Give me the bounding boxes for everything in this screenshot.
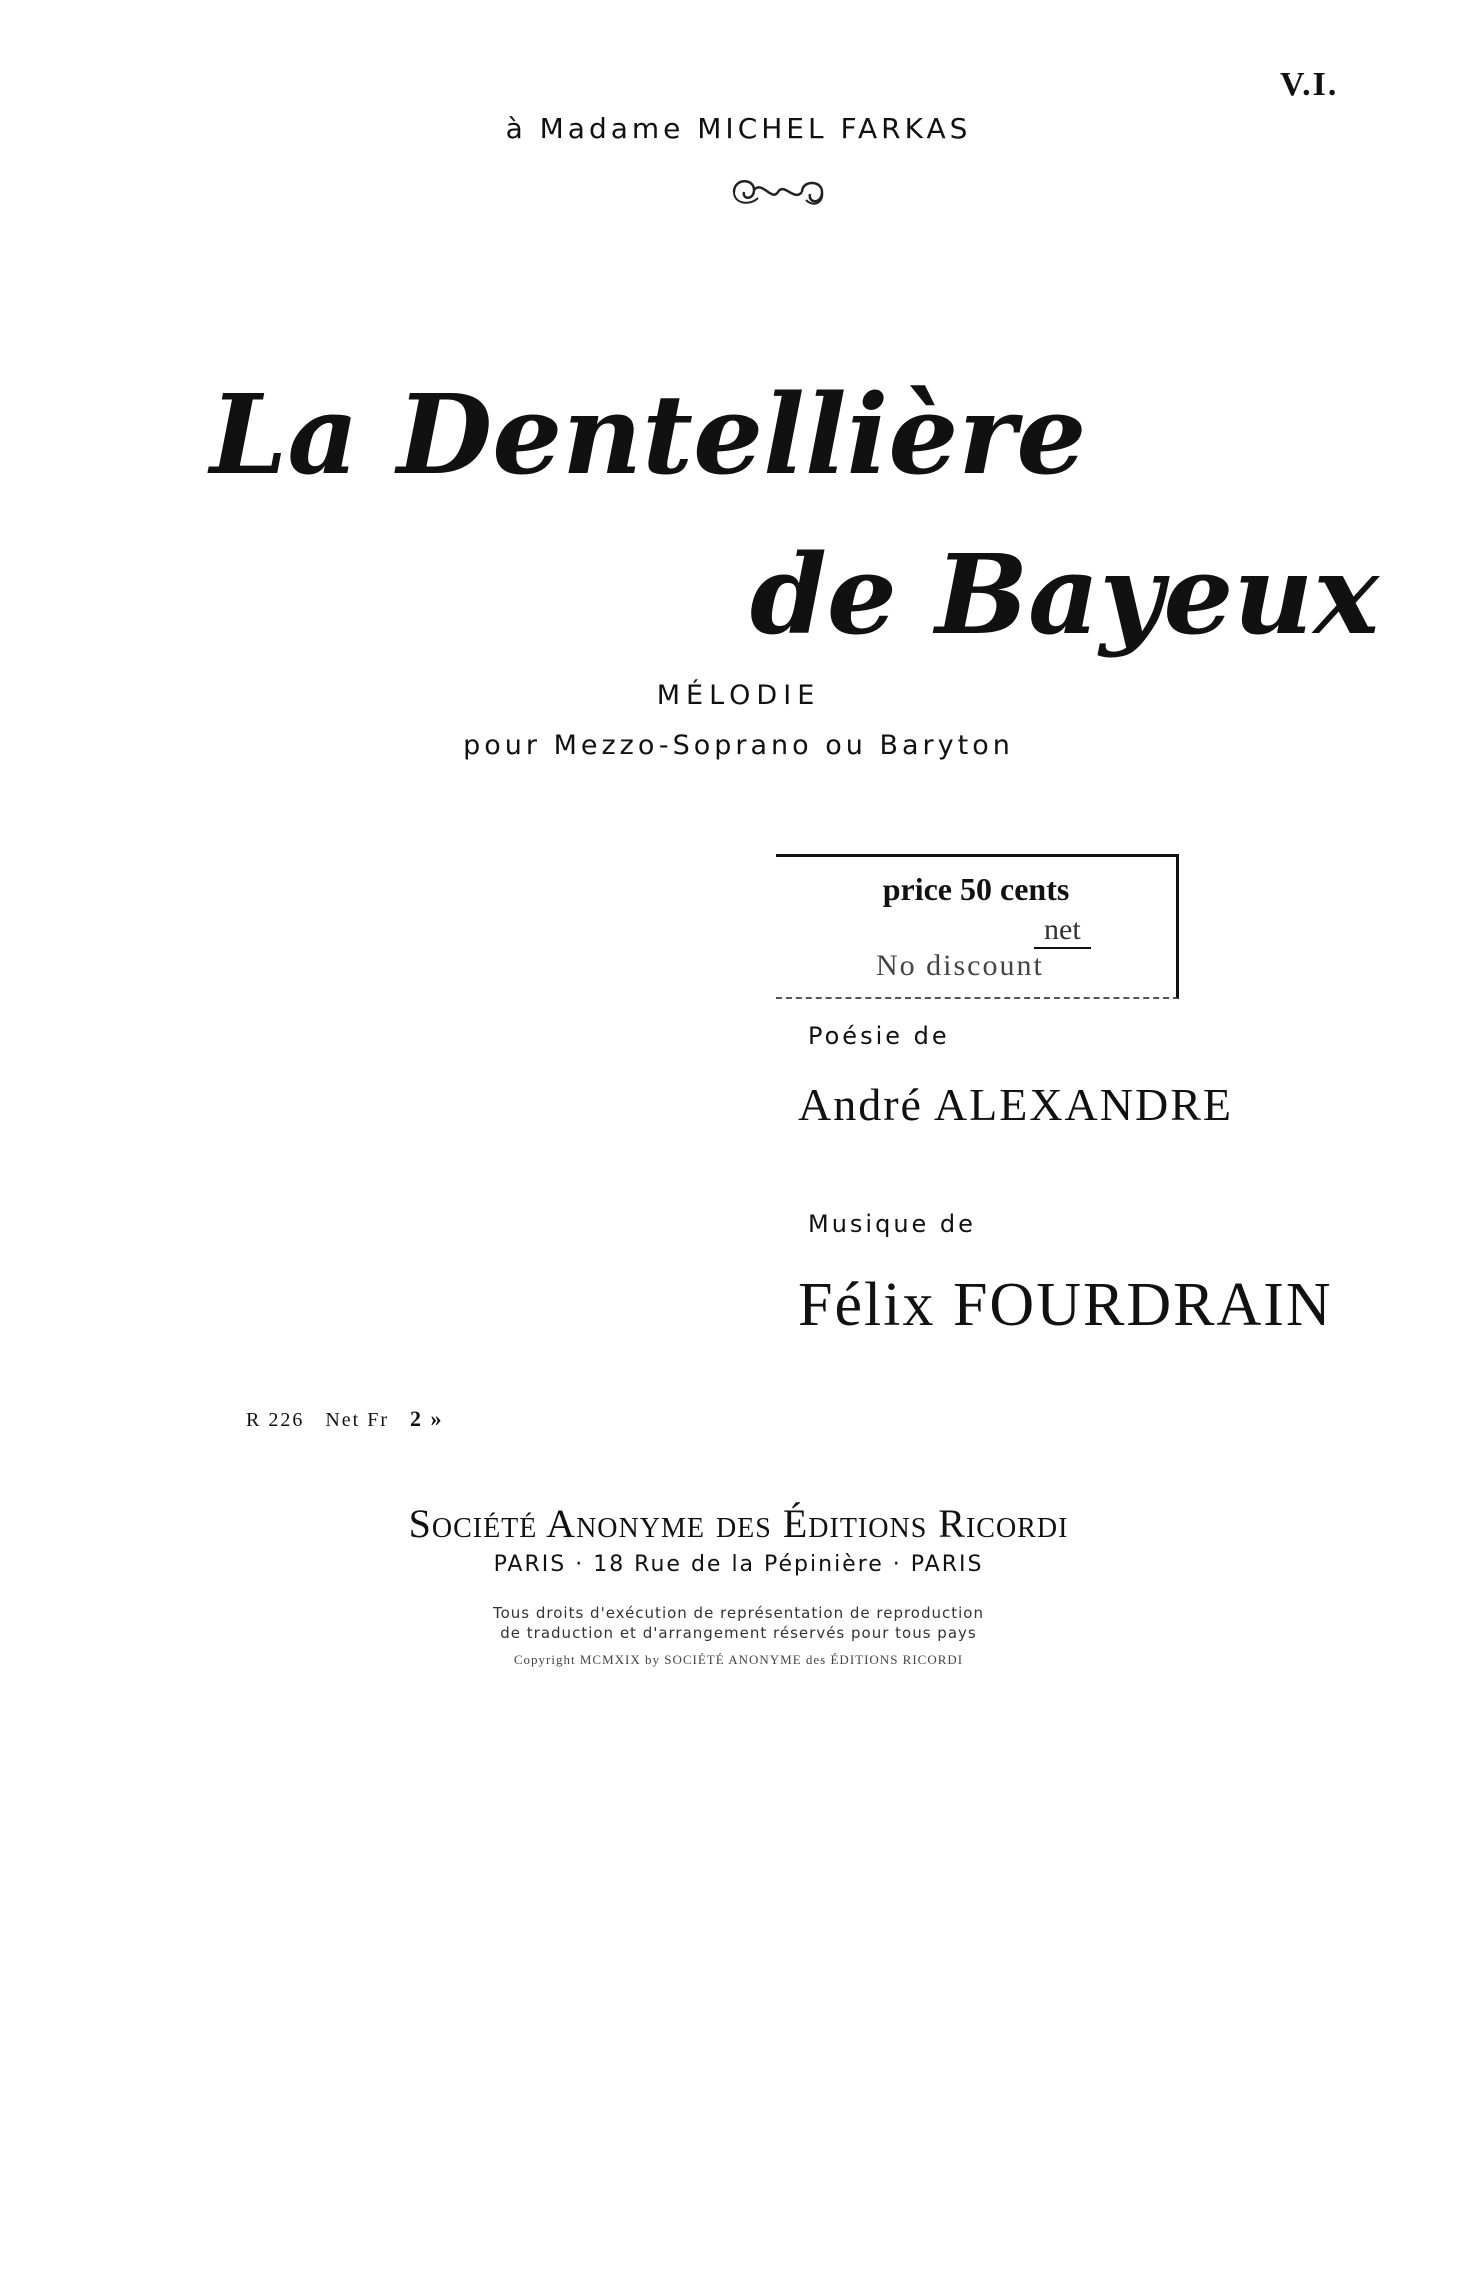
- copyright-line: Copyright MCMXIX by SOCIÉTÉ ANONYME des ÉDITIONS RICORDI: [513, 1652, 964, 1667]
- composer-name: Félix FOURDRAIN: [798, 1271, 1333, 1339]
- dedication: à Madame MICHEL FARKAS: [505, 112, 972, 145]
- catalog-line: [246, 1406, 444, 1432]
- publisher-name: Société Anonyme des Éditions Ricordi: [408, 1501, 1069, 1546]
- price-text: price 50 cents: [882, 871, 1070, 907]
- price-net-text: net: [1034, 913, 1091, 949]
- price-discount-text: No discount: [876, 949, 1044, 982]
- catalog-price-label: Net Fr: [325, 1409, 390, 1431]
- poet-label: Poésie de: [808, 1022, 950, 1050]
- subtitle: MÉLODIE: [656, 680, 821, 711]
- catalog-price-value: 2 »: [410, 1406, 444, 1431]
- page-corner-mark: V.I.: [1280, 66, 1339, 103]
- catalog-number: R 226: [246, 1409, 305, 1431]
- composer-label: Musique de: [808, 1210, 976, 1238]
- title-line-1: La Dentellière: [210, 370, 1087, 499]
- rights-notice-line-1: Tous droits d'exécution de représentation de reproduction: [493, 1604, 984, 1622]
- poet-name: André ALEXANDRE: [798, 1079, 1233, 1130]
- rights-notice-line-2: de traduction et d'arrangement réservés pour tous pays: [500, 1624, 977, 1642]
- price-stamp: [776, 854, 1179, 999]
- title-line-2: de Bayeux: [750, 530, 1379, 659]
- voices-line: pour Mezzo-Soprano ou Baryton: [463, 730, 1014, 761]
- publisher-address: PARIS · 18 Rue de la Pépinière · PARIS: [493, 1552, 984, 1577]
- ornament-flourish-icon: [728, 170, 828, 214]
